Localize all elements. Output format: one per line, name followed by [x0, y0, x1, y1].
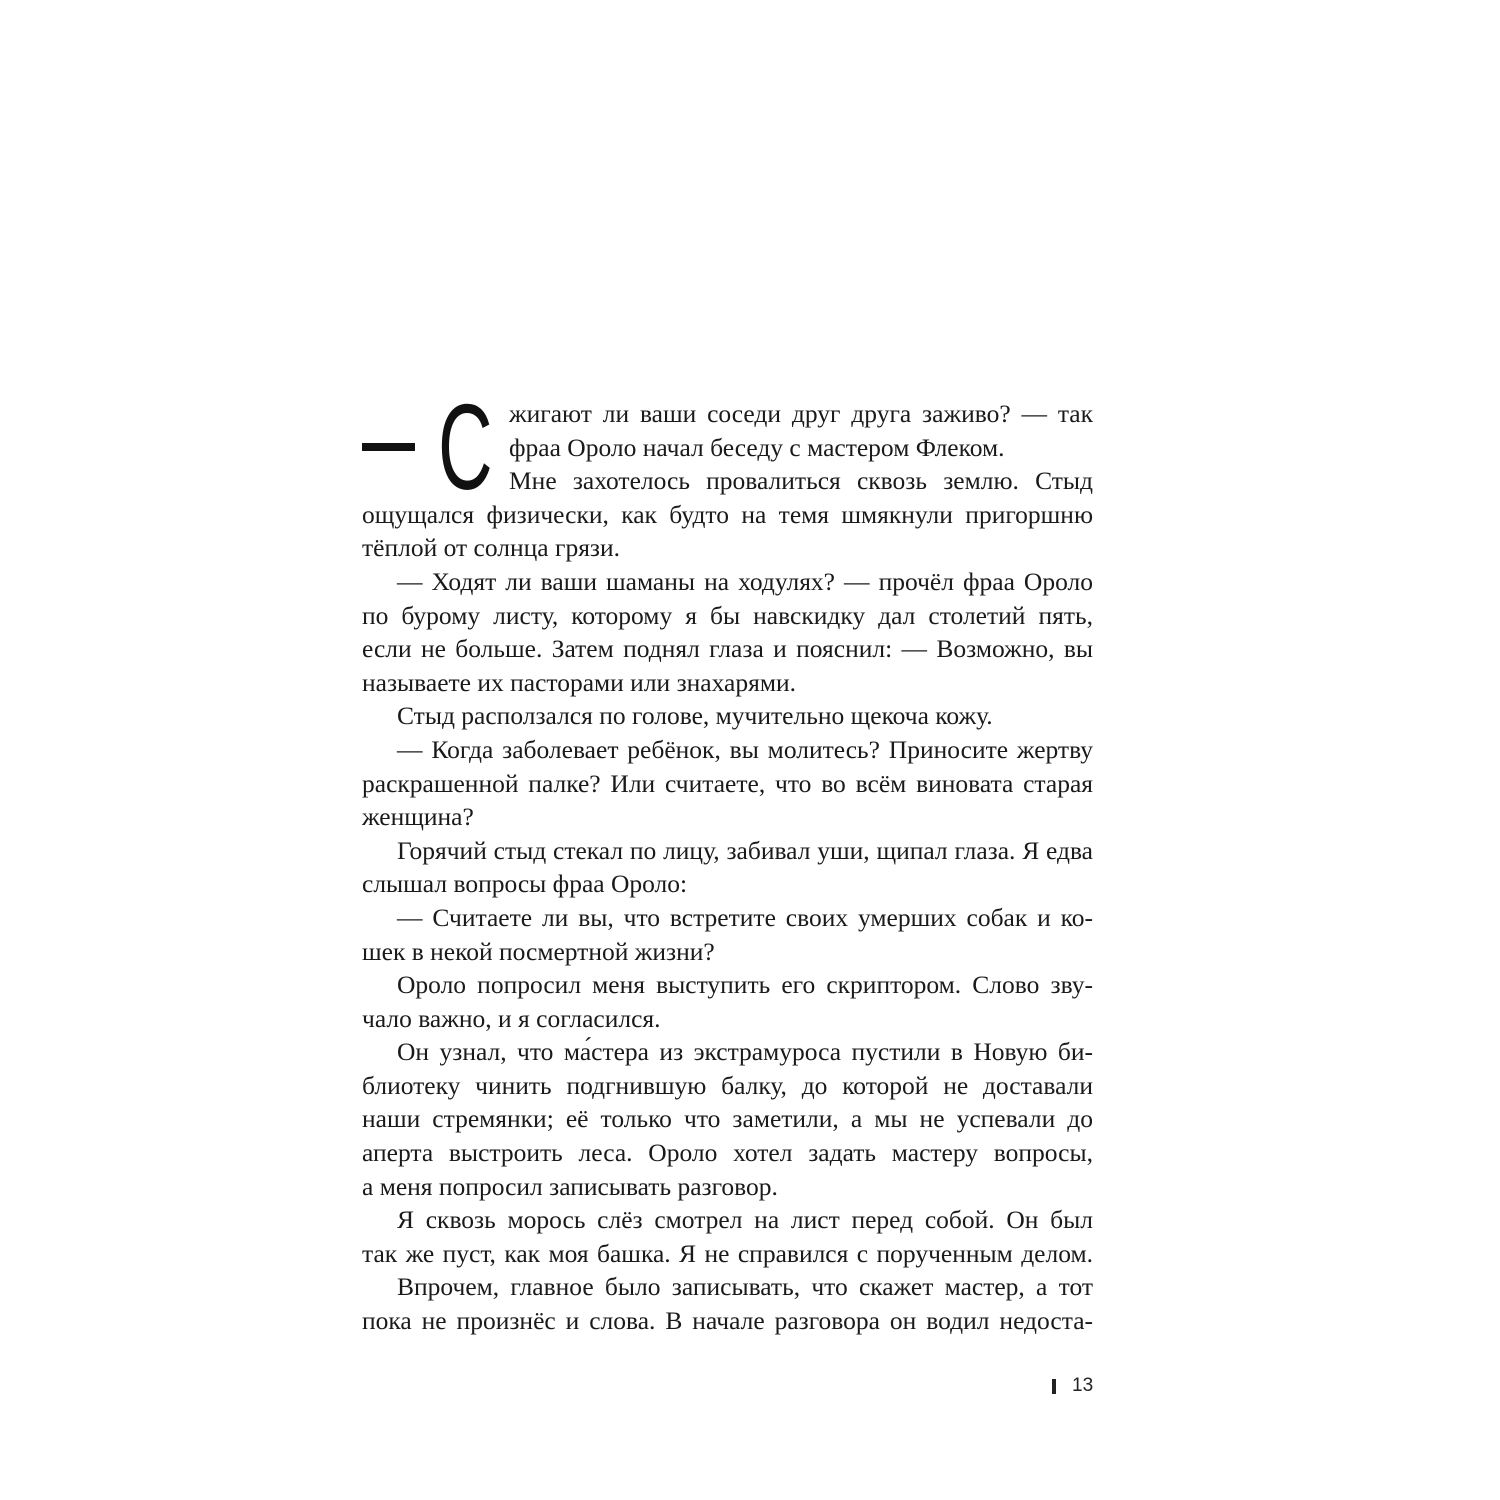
text-line: так же пуст, как моя башка. Я не справился с порученным делом.	[362, 1238, 1093, 1268]
page-folio	[1052, 1375, 1093, 1397]
text-line: пока не произнёс и слова. В начале разговора он водил недоста-	[362, 1306, 1093, 1336]
text-line: Стыд расползался по голове, мучительно щекоча кожу.	[397, 701, 993, 731]
text-line: блиотеку чинить подгнившую балку, до которой не доставали	[362, 1070, 1093, 1100]
text-line: раскрашенной палке? Или считаете, что во всём виновата старая	[362, 768, 1093, 798]
text-line: тёплой от солнца грязи.	[362, 533, 621, 563]
text-line: а меня попросил записывать разговор.	[362, 1171, 778, 1201]
text-line: — Ходят ли ваши шаманы на ходулях? — прочёл фраа Ороло	[397, 566, 1093, 596]
text-line: ощущался физически, как будто на темя шмякнули пригоршню	[362, 499, 1093, 529]
text-line: по бурому листу, которому я бы навскидку дал столетий пять,	[362, 600, 1093, 630]
page-number: 13	[1072, 1375, 1094, 1396]
text-line: аперта выстроить леса. Ороло хотел задать мастеру вопросы,	[362, 1138, 1093, 1168]
text-line: слышал вопросы фраа Ороло:	[362, 869, 688, 899]
folio-divider	[1052, 1379, 1056, 1394]
text-line: чало важно, и я согласился.	[362, 1003, 661, 1033]
text-line: Горячий стыд стекал по лицу, забивал уши, щипал глаза. Я едва	[397, 835, 1093, 865]
text-line: Мне захотелось провалиться сквозь землю. Стыд	[509, 466, 1093, 496]
body-text	[362, 397, 1093, 1338]
text-line: Я сквозь морось слёз смотрел на лист перед собой. Он был	[397, 1205, 1093, 1235]
text-line: женщина?	[362, 802, 474, 832]
text-line: называете их пасторами или знахарями.	[362, 667, 796, 697]
text-line: шек в некой посмертной жизни?	[362, 936, 715, 966]
drop-cap-letter: С	[438, 379, 493, 515]
text-line: фраа Ороло начал беседу с мастером Флеком.	[509, 432, 1005, 462]
text-line: — Считаете ли вы, что встретите своих умерших собак и ко-	[397, 902, 1093, 932]
text-line: Он узнал, что ма́стера из экстрамуроса пустили в Новую би-	[397, 1037, 1093, 1067]
text-line: жигают ли ваши соседи друг друга заживо? — так	[509, 399, 1093, 428]
text-line: Ороло попросил меня выступить его скриптором. Слово зву-	[397, 970, 1093, 1000]
text-line: — Когда заболевает ребёнок, вы молитесь? Приносите жертву	[397, 734, 1093, 764]
text-line: Впрочем, главное было записывать, что скажет мастер, а тот	[397, 1272, 1093, 1302]
text-line: если не больше. Затем поднял глаза и пояснил: — Возможно, вы	[362, 634, 1093, 664]
text-line: наши стремянки; её только что заметили, а мы не успевали до	[362, 1104, 1093, 1134]
